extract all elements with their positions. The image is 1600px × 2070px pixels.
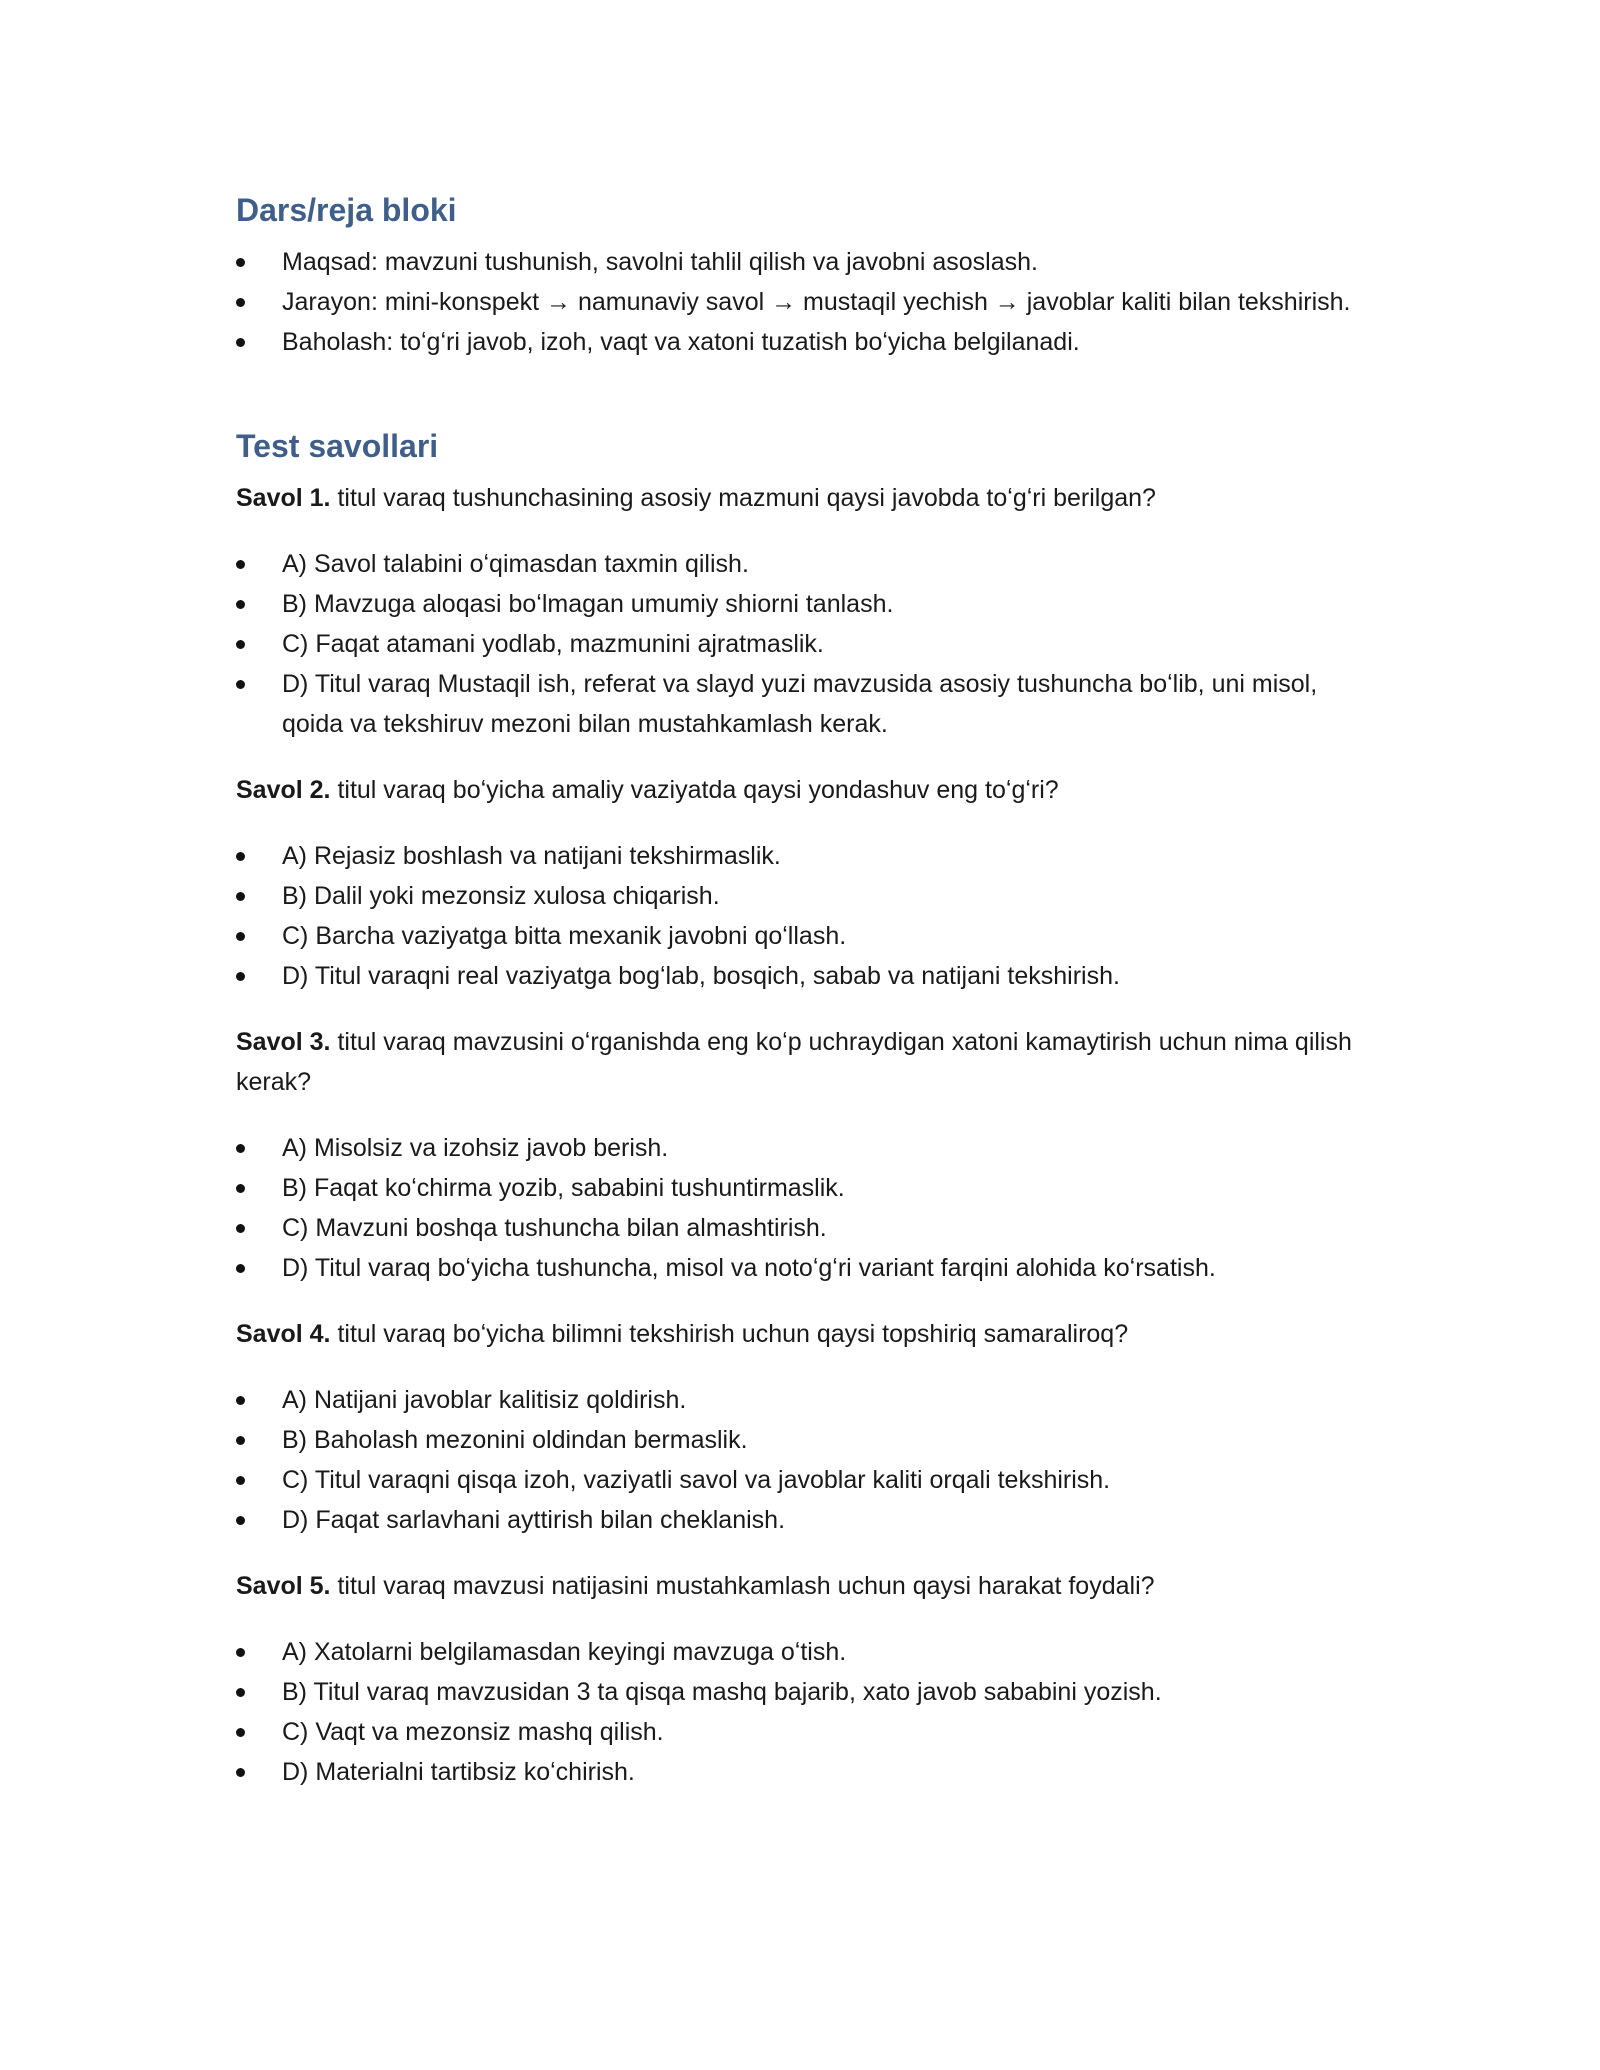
bullet-icon <box>236 1264 245 1273</box>
bullet-icon <box>236 1728 245 1737</box>
bullet-icon <box>236 1144 245 1153</box>
question-label: Savol 2. <box>236 776 331 804</box>
questions-container <box>236 478 1356 1792</box>
answer-option <box>236 1752 1356 1792</box>
answer-option-text: D) Materialni tartibsiz koʻchirish. <box>282 1758 635 1786</box>
question-text <box>236 1566 1356 1606</box>
bullet-icon <box>236 258 245 267</box>
question-block <box>236 1022 1356 1288</box>
answer-option-text: D) Titul varaq Mustaqil ish, referat va slayd yuzi mavzusida asosiy tushuncha boʻlib, uni misol, qoida va tekshiruv mezoni bilan mustahkamlash kerak. <box>282 670 1318 738</box>
question-block <box>236 1314 1356 1540</box>
question-block <box>236 478 1356 744</box>
answer-option <box>236 544 1356 584</box>
question-text <box>236 478 1356 518</box>
plan-heading: Dars/reja bloki <box>236 192 457 228</box>
bullet-icon <box>236 1184 245 1193</box>
question-text <box>236 1022 1356 1102</box>
bullet-icon <box>236 1224 245 1233</box>
answer-option-text: C) Barcha vaziyatga bitta mexanik javobni qoʻllash. <box>282 922 847 950</box>
answer-option-text: A) Rejasiz boshlash va natijani tekshirmaslik. <box>282 842 781 870</box>
answer-option-text: D) Faqat sarlavhani ayttirish bilan cheklanish. <box>282 1506 786 1534</box>
answer-option-text: C) Faqat atamani yodlab, mazmunini ajratmaslik. <box>282 630 824 658</box>
bullet-icon <box>236 1516 245 1525</box>
bullet-icon <box>236 298 245 307</box>
answer-option-text: B) Baholash mezonini oldindan bermaslik. <box>282 1426 748 1454</box>
answer-option <box>236 1248 1356 1288</box>
bullet-icon <box>236 600 245 609</box>
question-body: titul varaq boʻyicha amaliy vaziyatda qaysi yondashuv eng toʻgʻri? <box>337 776 1059 804</box>
plan-item-text: Baholash: toʻgʻri javob, izoh, vaqt va xatoni tuzatish boʻyicha belgilanadi. <box>282 328 1080 356</box>
bullet-icon <box>236 1396 245 1405</box>
answer-option <box>236 916 1356 956</box>
answer-option <box>236 1168 1356 1208</box>
answer-options-list <box>236 1128 1356 1288</box>
answer-option <box>236 1128 1356 1168</box>
question-text <box>236 770 1356 810</box>
bullet-icon <box>236 932 245 941</box>
question-block <box>236 770 1356 996</box>
answer-option-text: C) Mavzuni boshqa tushuncha bilan almashtirish. <box>282 1214 827 1242</box>
answer-option-text: A) Savol talabini oʻqimasdan taxmin qilish. <box>282 550 749 578</box>
answer-option-text: A) Xatolarni belgilamasdan keyingi mavzuga oʻtish. <box>282 1638 847 1666</box>
answer-option-text: C) Vaqt va mezonsiz mashq qilish. <box>282 1718 664 1746</box>
plan-item-text: Jarayon: mini-konspekt → namunaviy savol → mustaqil yechish → javoblar kaliti bilan tekshirish. <box>282 288 1351 316</box>
question-label: Savol 4. <box>236 1320 331 1348</box>
bullet-icon <box>236 1768 245 1777</box>
question-text <box>236 1314 1356 1354</box>
bullet-icon <box>236 640 245 649</box>
answer-option <box>236 1712 1356 1752</box>
question-label: Savol 5. <box>236 1572 331 1600</box>
bullet-icon <box>236 852 245 861</box>
answer-option <box>236 664 1356 744</box>
bullet-icon <box>236 892 245 901</box>
plan-item <box>236 322 1356 362</box>
answer-option <box>236 1208 1356 1248</box>
answer-option-text: A) Misolsiz va izohsiz javob berish. <box>282 1134 669 1162</box>
answer-option-text: D) Titul varaq boʻyicha tushuncha, misol va notoʻgʻri variant farqini alohida koʻrsatish. <box>282 1254 1216 1282</box>
answer-option-text: B) Titul varaq mavzusidan 3 ta qisqa mashq bajarib, xato javob sababini yozish. <box>282 1678 1162 1706</box>
answer-option <box>236 624 1356 664</box>
answer-options-list <box>236 544 1356 744</box>
answer-option <box>236 1420 1356 1460</box>
bullet-icon <box>236 972 245 981</box>
bullet-icon <box>236 338 245 347</box>
answer-option-text: A) Natijani javoblar kalitisiz qoldirish. <box>282 1386 687 1414</box>
answer-option-text: D) Titul varaqni real vaziyatga bogʻlab, bosqich, sabab va natijani tekshirish. <box>282 962 1120 990</box>
answer-options-list <box>236 1632 1356 1792</box>
answer-options-list <box>236 836 1356 996</box>
answer-option <box>236 956 1356 996</box>
question-block <box>236 1566 1356 1792</box>
test-heading: Test savollari <box>236 428 439 464</box>
answer-options-list <box>236 1380 1356 1540</box>
answer-option-text: B) Faqat koʻchirma yozib, sababini tushuntirmaslik. <box>282 1174 845 1202</box>
answer-option-text: B) Dalil yoki mezonsiz xulosa chiqarish. <box>282 882 720 910</box>
question-label: Savol 3. <box>236 1028 331 1056</box>
answer-option <box>236 1500 1356 1540</box>
answer-option-text: C) Titul varaqni qisqa izoh, vaziyatli savol va javoblar kaliti orqali tekshirish. <box>282 1466 1111 1494</box>
answer-option <box>236 876 1356 916</box>
bullet-icon <box>236 1476 245 1485</box>
question-body: titul varaq mavzusini oʻrganishda eng koʻp uchraydigan xatoni kamaytirish uchun nima qilish kerak? <box>236 1028 1352 1096</box>
plan-item <box>236 242 1356 282</box>
question-body: titul varaq boʻyicha bilimni tekshirish uchun qaysi topshiriq samaraliroq? <box>337 1320 1129 1348</box>
plan-item-text: Maqsad: mavzuni tushunish, savolni tahlil qilish va javobni asoslash. <box>282 248 1038 276</box>
answer-option <box>236 1380 1356 1420</box>
bullet-icon <box>236 1688 245 1697</box>
bullet-icon <box>236 680 245 689</box>
answer-option <box>236 1672 1356 1712</box>
answer-option <box>236 1460 1356 1500</box>
bullet-icon <box>236 560 245 569</box>
answer-option <box>236 584 1356 624</box>
answer-option <box>236 1632 1356 1672</box>
document-page <box>236 188 1356 1818</box>
question-body: titul varaq tushunchasining asosiy mazmuni qaysi javobda toʻgʻri berilgan? <box>337 484 1156 512</box>
bullet-icon <box>236 1436 245 1445</box>
question-label: Savol 1. <box>236 484 331 512</box>
plan-list <box>236 242 1356 362</box>
answer-option-text: B) Mavzuga aloqasi boʻlmagan umumiy shiorni tanlash. <box>282 590 894 618</box>
answer-option <box>236 836 1356 876</box>
question-body: titul varaq mavzusi natijasini mustahkamlash uchun qaysi harakat foydali? <box>337 1572 1155 1600</box>
plan-item <box>236 282 1356 322</box>
bullet-icon <box>236 1648 245 1657</box>
